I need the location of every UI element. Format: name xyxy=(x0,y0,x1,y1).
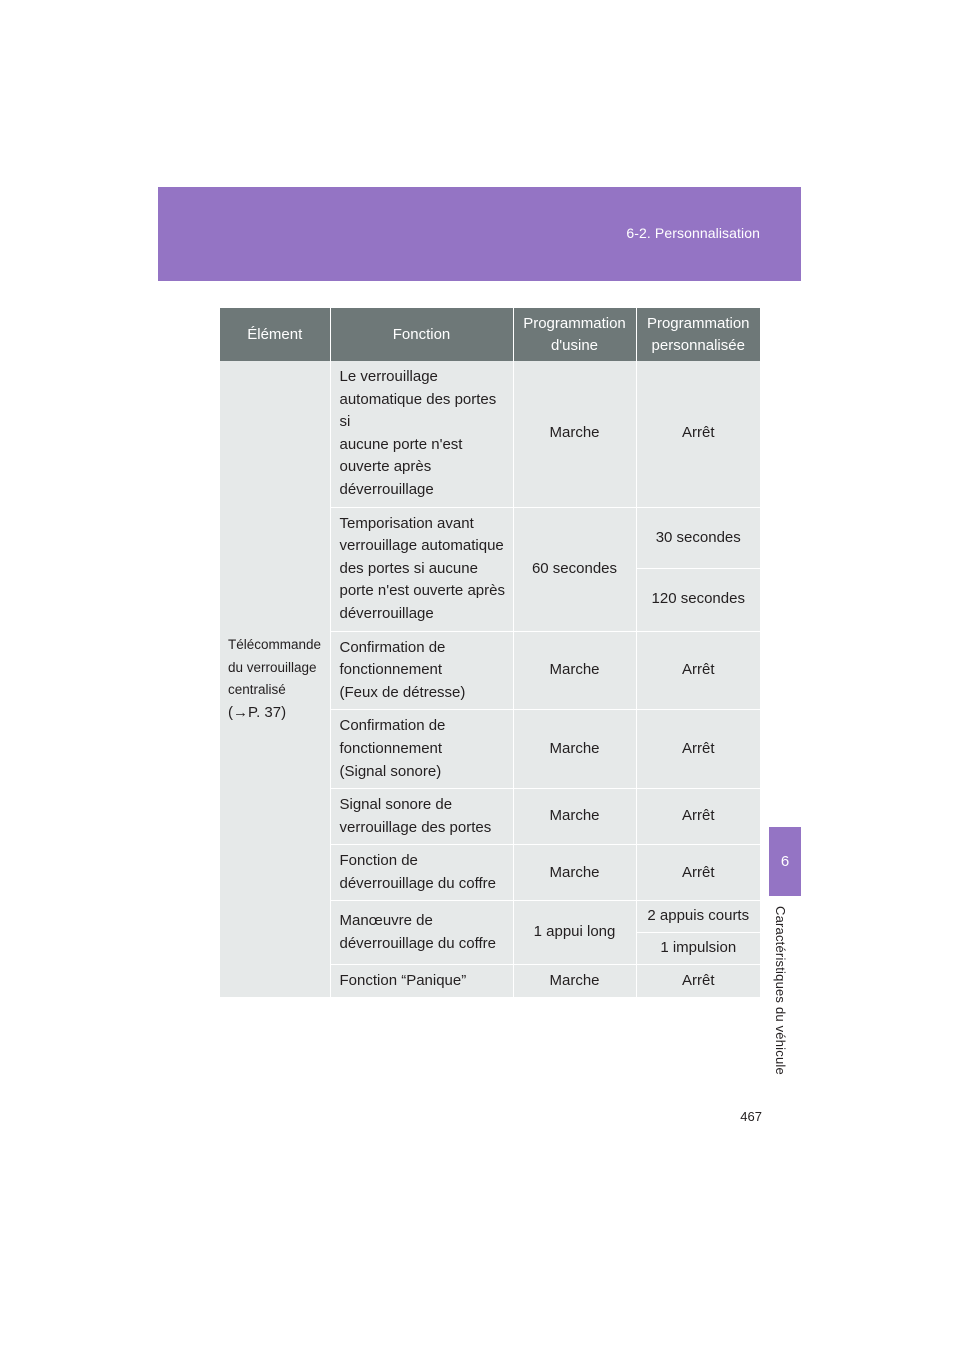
custom-setting-cell: Arrêt xyxy=(636,789,760,845)
custom-setting-cell: Arrêt xyxy=(636,845,760,901)
header-band xyxy=(158,187,801,281)
factory-setting-cell: Marche xyxy=(513,361,636,507)
function-cell: Le verrouillage automatique des portes si aucune porte n'est ouverte après déverrouillage xyxy=(330,361,513,507)
section-title: 6-2. Personnalisation xyxy=(626,225,760,241)
header-function: Fonction xyxy=(330,308,513,361)
page-number: 467 xyxy=(740,1109,762,1124)
header-custom-setting: Programmation personnalisée xyxy=(636,308,760,361)
function-cell: Confirmation de fonctionnement (Signal sonore) xyxy=(330,710,513,789)
factory-setting-cell: Marche xyxy=(513,845,636,901)
header-factory-setting: Programmation d'usine xyxy=(513,308,636,361)
custom-setting-cell: 2 appuis courts xyxy=(636,901,760,933)
header-element: Élément xyxy=(220,308,330,361)
function-cell: Temporisation avant verrouillage automatique des portes si aucune porte n'est ouverte après déverrouillage xyxy=(330,507,513,631)
factory-setting-cell: Marche xyxy=(513,964,636,998)
chapter-tab xyxy=(769,827,801,896)
custom-setting-cell: Arrêt xyxy=(636,964,760,998)
page-reference: (→P. 37) xyxy=(228,703,287,721)
custom-setting-cell: 1 impulsion xyxy=(636,933,760,965)
factory-setting-cell: 60 secondes xyxy=(513,507,636,631)
chapter-number: 6 xyxy=(780,853,790,870)
factory-setting-cell: 1 appui long xyxy=(513,901,636,964)
custom-setting-cell: Arrêt xyxy=(636,710,760,789)
function-cell: Signal sonore de verrouillage des portes xyxy=(330,789,513,845)
table-header-row xyxy=(220,308,760,361)
custom-setting-cell: 30 secondes xyxy=(636,507,760,568)
chapter-label: Caractéristiques du véhicule xyxy=(773,906,788,1075)
factory-setting-cell: Marche xyxy=(513,789,636,845)
custom-setting-cell: 120 secondes xyxy=(636,569,760,632)
function-cell: Manœuvre de déverrouillage du coffre xyxy=(330,901,513,964)
function-cell: Fonction de déverrouillage du coffre xyxy=(330,845,513,901)
element-label: Télécommande du verrouillage centralisé xyxy=(228,636,322,698)
factory-setting-cell: Marche xyxy=(513,631,636,710)
function-cell: Fonction “Panique” xyxy=(330,964,513,998)
element-cell xyxy=(220,361,330,998)
custom-setting-cell: Arrêt xyxy=(636,361,760,507)
settings-table xyxy=(220,308,760,998)
factory-setting-cell: Marche xyxy=(513,710,636,789)
table-row xyxy=(220,361,760,507)
function-cell: Confirmation de fonctionnement (Feux de détresse) xyxy=(330,631,513,710)
custom-setting-cell: Arrêt xyxy=(636,631,760,710)
